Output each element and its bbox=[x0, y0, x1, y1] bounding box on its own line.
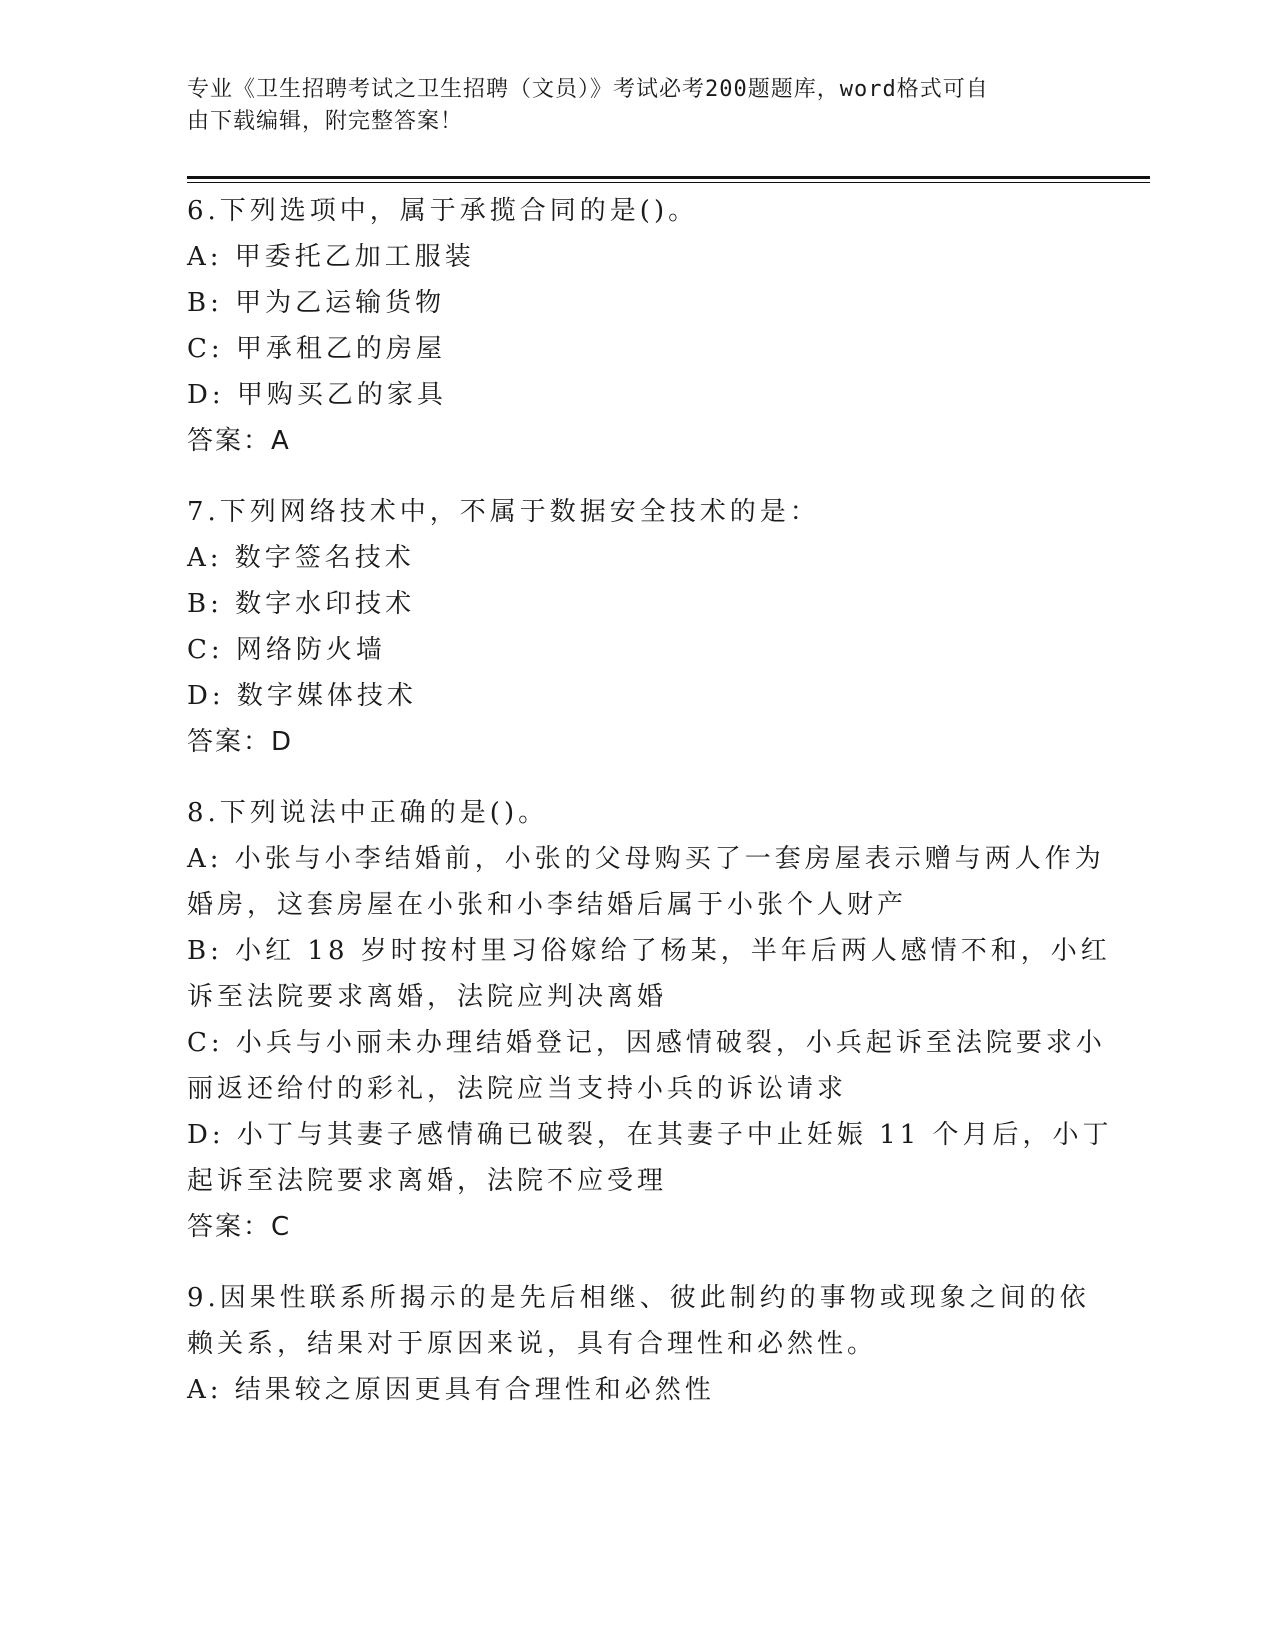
option-c-line-1: C: 小兵与小丽未办理结婚登记，因感情破裂，小兵起诉至法院要求小 bbox=[187, 1028, 1106, 1058]
answer-line: 答案：C bbox=[187, 1212, 292, 1242]
answer-line: 答案：A bbox=[187, 426, 291, 456]
option-b: B: 甲为乙运输货物 bbox=[187, 288, 446, 318]
option-c: C: 网络防火墙 bbox=[187, 635, 386, 665]
option-a: A: 结果较之原因更具有合理性和必然性 bbox=[187, 1375, 715, 1405]
header-line-2: 由下载编辑，附完整答案！ bbox=[187, 109, 464, 134]
document-header bbox=[187, 74, 1067, 138]
question-stem-line-2: 赖关系，结果对于原因来说，具有合理性和必然性。 bbox=[187, 1329, 878, 1359]
question-list bbox=[187, 188, 1113, 1438]
option-b: B: 数字水印技术 bbox=[187, 589, 416, 619]
question-8 bbox=[187, 790, 1113, 1250]
header-line-1: 专业《卫生招聘考试之卫生招聘（文员）》考试必考200题题库，word格式可自 bbox=[187, 77, 989, 102]
question-stem: 8.下列说法中正确的是()。 bbox=[187, 798, 549, 828]
option-a-line-2: 婚房，这套房屋在小张和小李结婚后属于小张个人财产 bbox=[187, 890, 908, 920]
option-a: A: 数字签名技术 bbox=[187, 543, 415, 573]
option-b-line-1: B: 小红 18 岁时按村里习俗嫁给了杨某，半年后两人感情不和，小红 bbox=[187, 936, 1111, 966]
option-a bbox=[187, 836, 1105, 928]
option-d bbox=[187, 1112, 1113, 1204]
option-d: D: 数字媒体技术 bbox=[187, 681, 417, 711]
option-a-line-1: A: 小张与小李结婚前，小张的父母购买了一套房屋表示赠与两人作为 bbox=[187, 844, 1105, 874]
option-b-line-2: 诉至法院要求离婚，法院应判决离婚 bbox=[187, 982, 668, 1012]
question-stem-line-1: 9.因果性联系所揭示的是先后相继、彼此制约的事物或现象之间的依 bbox=[187, 1283, 1090, 1313]
option-b bbox=[187, 928, 1111, 1020]
question-6 bbox=[187, 188, 1087, 464]
option-c-line-2: 丽返还给付的彩礼，法院应当支持小兵的诉讼请求 bbox=[187, 1074, 848, 1104]
question-stem: 7.下列网络技术中，不属于数据安全技术的是： bbox=[187, 497, 820, 527]
answer-line: 答案：D bbox=[187, 727, 294, 757]
question-stem: 6.下列选项中，属于承揽合同的是()。 bbox=[187, 196, 699, 226]
header-divider-thin bbox=[187, 182, 1150, 183]
option-c bbox=[187, 1020, 1106, 1112]
question-9 bbox=[187, 1275, 1090, 1413]
header-divider-thick bbox=[187, 176, 1150, 179]
option-a: A: 甲委托乙加工服装 bbox=[187, 242, 475, 272]
option-c: C: 甲承租乙的房屋 bbox=[187, 334, 446, 364]
option-d-line-1: D: 小丁与其妻子感情确已破裂，在其妻子中止妊娠 11 个月后，小丁 bbox=[187, 1120, 1113, 1150]
question-7 bbox=[187, 489, 1087, 765]
option-d: D: 甲购买乙的家具 bbox=[187, 380, 447, 410]
option-d-line-2: 起诉至法院要求离婚，法院不应受理 bbox=[187, 1166, 668, 1196]
